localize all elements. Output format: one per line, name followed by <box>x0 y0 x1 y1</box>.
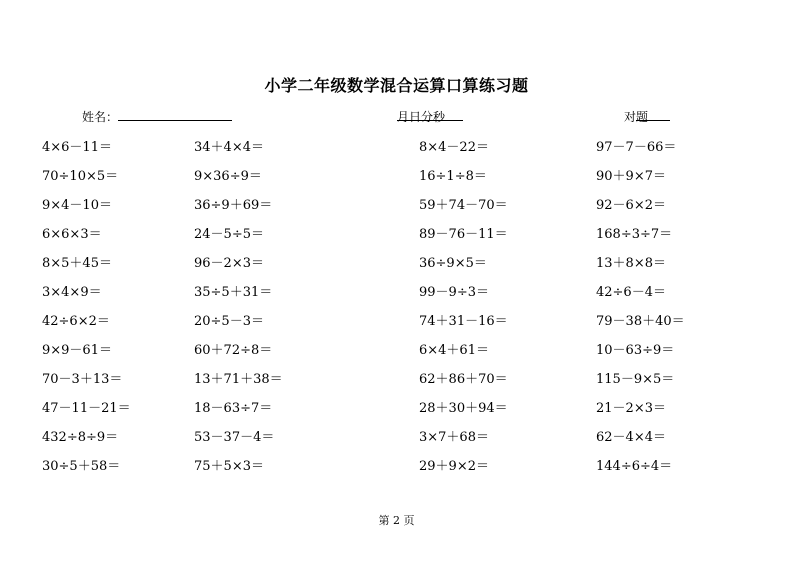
problem-item: 42÷6×2＝ <box>42 314 110 329</box>
problem-item: 90＋9×7＝ <box>596 169 666 184</box>
problem-item: 62＋86＋70＝ <box>419 372 508 387</box>
name-blank <box>118 108 232 121</box>
problem-row <box>0 252 793 270</box>
problem-item: 36÷9＋69＝ <box>194 198 273 213</box>
correct-label: 对 <box>624 110 637 124</box>
problem-item: 24－5÷5＝ <box>194 227 264 242</box>
problem-item: 42÷6－4＝ <box>596 285 666 300</box>
name-label: 姓名： <box>82 110 119 124</box>
problem-item: 3×7＋68＝ <box>419 430 489 445</box>
score-field <box>624 108 648 125</box>
problem-item: 29＋9×2＝ <box>419 459 489 474</box>
problem-item: 34＋4×4＝ <box>194 140 264 155</box>
problem-item: 9×9－61＝ <box>42 343 112 358</box>
problem-item: 9×36÷9＝ <box>194 169 262 184</box>
problem-item: 89－76－11＝ <box>419 227 508 242</box>
problem-row <box>0 339 793 357</box>
problem-item: 16÷1÷8＝ <box>419 169 487 184</box>
second-label: 秒 <box>433 110 446 124</box>
problem-item: 21－2×3＝ <box>596 401 666 416</box>
problem-item: 97－7－66＝ <box>596 140 677 155</box>
problem-row <box>0 136 793 154</box>
problem-item: 79－38＋40＝ <box>596 314 685 329</box>
problem-item: 74＋31－16＝ <box>419 314 508 329</box>
problem-item: 62－4×4＝ <box>596 430 666 445</box>
problem-item: 20÷5－3＝ <box>194 314 264 329</box>
problem-item: 6×6×3＝ <box>42 227 102 242</box>
problem-item: 9×4－10＝ <box>42 198 112 213</box>
second-blank <box>433 108 463 121</box>
minute-label: 分 <box>421 110 434 124</box>
problem-row <box>0 455 793 473</box>
header-info-row <box>0 108 793 126</box>
correct-count-blank <box>636 108 670 121</box>
problem-item: 99－9÷3＝ <box>419 285 489 300</box>
problem-item: 70÷10×5＝ <box>42 169 119 184</box>
problem-item: 70－3＋13＝ <box>42 372 123 387</box>
problem-row <box>0 310 793 328</box>
problem-item: 144÷6÷4＝ <box>596 459 673 474</box>
problem-item: 3×4×9＝ <box>42 285 102 300</box>
question-label: 题 <box>636 110 649 124</box>
page-footer <box>0 512 793 528</box>
problem-item: 8×4－22＝ <box>419 140 489 155</box>
problem-item: 13＋71＋38＝ <box>194 372 283 387</box>
problem-item: 28＋30＋94＝ <box>419 401 508 416</box>
problem-item: 10－63÷9＝ <box>596 343 675 358</box>
worksheet-title: 小学二年级数学混合运算口算练习题 <box>264 76 529 95</box>
problem-item: 30÷5＋58＝ <box>42 459 121 474</box>
problem-item: 18－63÷7＝ <box>194 401 273 416</box>
problem-item: 96－2×3＝ <box>194 256 264 271</box>
problem-row <box>0 194 793 212</box>
day-label: 日 <box>409 110 422 124</box>
problem-item: 47－11－21＝ <box>42 401 131 416</box>
problem-item: 60＋72÷8＝ <box>194 343 273 358</box>
problem-row <box>0 397 793 415</box>
problem-item: 59＋74－70＝ <box>419 198 508 213</box>
problem-row <box>0 281 793 299</box>
problem-item: 8×5＋45＝ <box>42 256 112 271</box>
problem-item: 168÷3÷7＝ <box>596 227 673 242</box>
problem-item: 432÷8÷9＝ <box>42 430 119 445</box>
problem-item: 115－9×5＝ <box>596 372 675 387</box>
page-suffix: 页 <box>403 514 415 527</box>
month-label: 月 <box>397 110 410 124</box>
problem-item: 4×6－11＝ <box>42 140 112 155</box>
problem-item: 36÷9×5＝ <box>419 256 487 271</box>
page-number: 2 <box>393 514 400 527</box>
problem-item: 92－6×2＝ <box>596 198 666 213</box>
problem-row <box>0 165 793 183</box>
problem-item: 53－37－4＝ <box>194 430 275 445</box>
problem-row <box>0 223 793 241</box>
name-field <box>82 108 118 125</box>
problem-row <box>0 368 793 386</box>
date-time-field <box>397 108 445 125</box>
problem-item: 75＋5×3＝ <box>194 459 264 474</box>
page-prefix: 第 <box>378 514 390 527</box>
problem-item: 6×4＋61＝ <box>419 343 489 358</box>
problem-row <box>0 426 793 444</box>
problem-item: 35÷5＋31＝ <box>194 285 273 300</box>
problem-item: 13＋8×8＝ <box>596 256 666 271</box>
